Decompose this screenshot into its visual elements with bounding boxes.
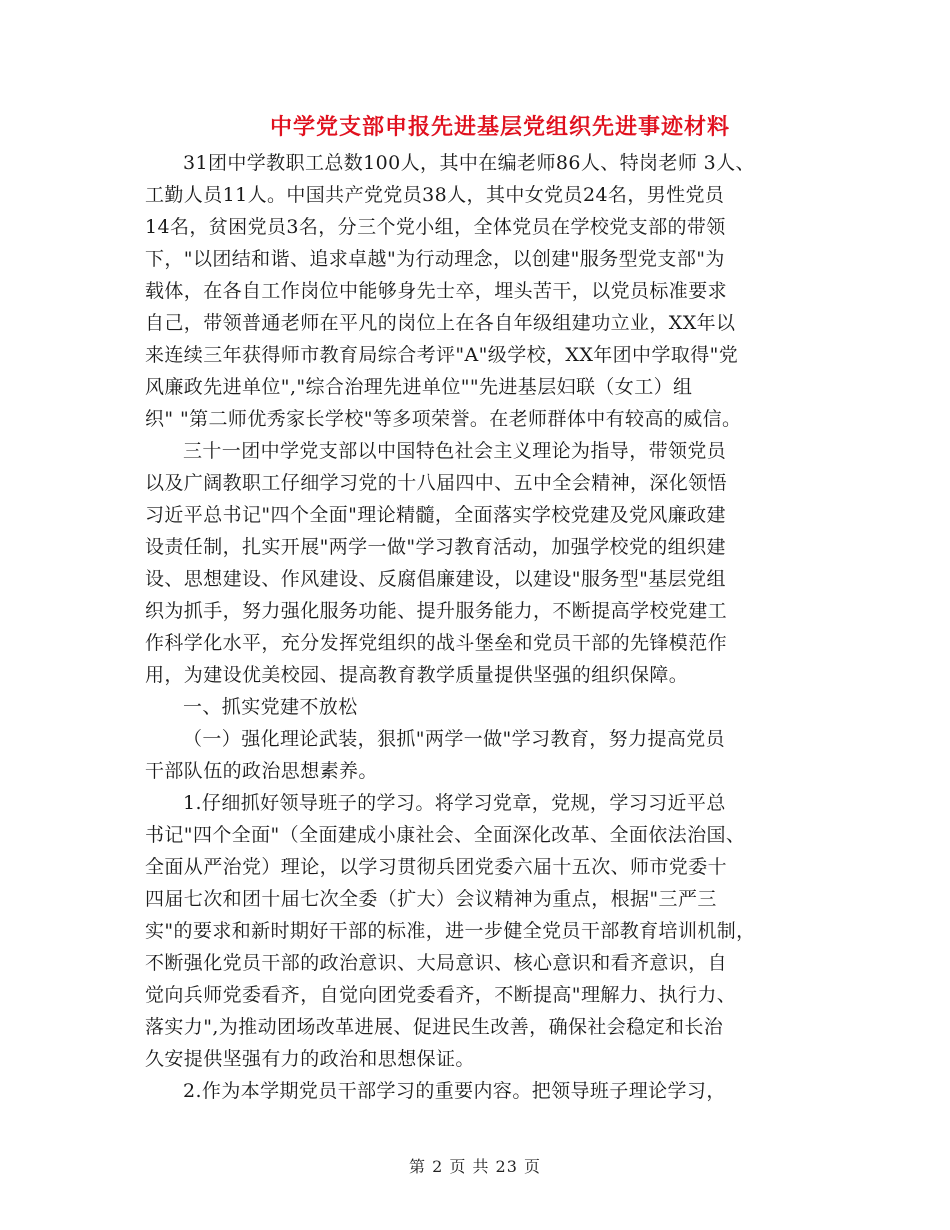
section-heading: 一、抓实党建不放松 bbox=[183, 696, 358, 718]
paragraph-line: 2.作为本学期党员干部学习的重要内容。把领导班子理论学习， bbox=[183, 1080, 726, 1102]
paragraph-line: 四届七次和团十届七次全委（扩大）会议精神为重点，根据"三严三 bbox=[145, 888, 717, 910]
paragraph-line: 织为抓手，努力强化服务功能、提升服务能力，不断提高学校党建工 bbox=[145, 600, 728, 622]
paragraph-line: 设、思想建设、作风建设、反腐倡廉建设，以建设"服务型"基层党组 bbox=[145, 568, 726, 590]
paragraph-line: 下，"以团结和谐、追求卓越"为行动理念，以创建"服务型党支部"为 bbox=[145, 248, 725, 270]
paragraph-line: 1.仔细抓好领导班子的学习。将学习党章，党规，学习习近平总 bbox=[183, 792, 726, 814]
paragraph-line: 习近平总书记"四个全面"理论精髓，全面落实学校党建及党风廉政建 bbox=[145, 504, 726, 526]
paragraph-line: 三十一团中学党支部以中国特色社会主义理论为指导，带领党员 bbox=[183, 440, 727, 462]
paragraph-line: 久安提供坚强有力的政治和思想保证。 bbox=[145, 1048, 475, 1070]
paragraph-line: 风廉政先进单位","综合治理先进单位""先进基层妇联（女工）组 bbox=[145, 376, 693, 398]
document-title: 中学党支部申报先进基层党组织先进事迹材料 bbox=[269, 115, 730, 140]
paragraph-line: 用，为建设优美校园、提高教育教学质量提供坚强的组织保障。 bbox=[145, 664, 689, 686]
paragraph-line: 织" "第二师优秀家长学校"等多项荣誉。在老师群体中有较高的威信。 bbox=[145, 408, 742, 430]
paragraph-line: 书记"四个全面"（全面建成小康社会、全面深化改革、全面依法治国、 bbox=[145, 824, 746, 846]
paragraph-line: 落实力",为推动团场改革进展、促进民生改善，确保社会稳定和长治 bbox=[145, 1016, 724, 1038]
paragraph-line: 以及广阔教职工仔细学习党的十八届四中、五中全会精神，深化领悟 bbox=[145, 472, 728, 494]
paragraph-line: 作科学化水平，充分发挥党组织的战斗堡垒和党员干部的先锋模范作 bbox=[145, 632, 728, 654]
paragraph-line: 工勤人员11人。中国共产党党员38人，其中女党员24名，男性党员 bbox=[145, 184, 725, 206]
paragraph-line: 不断强化党员干部的政治意识、大局意识、核心意识和看齐意识，自 bbox=[145, 952, 728, 974]
paragraph-line: 全面从严治党）理论，以学习贯彻兵团党委六届十五次、师市党委十 bbox=[145, 856, 728, 878]
paragraph-line: 干部队伍的政治思想素养。 bbox=[145, 760, 378, 782]
paragraph-line: 14名，贫困党员3名，分三个党小组，全体党员在学校党支部的带领 bbox=[145, 216, 726, 238]
paragraph-line: 载体，在各自工作岗位中能够身先士卒，埋头苦干，以党员标准要求 bbox=[145, 280, 728, 302]
paragraph-line: 31团中学教职工总数100人，其中在编老师86人、特岗老师 3人、 bbox=[183, 152, 755, 174]
page-number-footer: 第 2 页 共 23 页 bbox=[409, 1157, 541, 1176]
document-body bbox=[145, 147, 825, 1107]
subsection-heading: （一）强化理论武装，狠抓"两学一做"学习教育，努力提高党员 bbox=[183, 728, 726, 750]
paragraph-line: 觉向兵师党委看齐，自觉向团党委看齐，不断提高"理解力、执行力、 bbox=[145, 984, 737, 1006]
paragraph-line: 设责任制，扎实开展"两学一做"学习教育活动，加强学校党的组织建 bbox=[145, 536, 726, 558]
paragraph-line: 来连续三年获得师市教育局综合考评"A"级学校，XX年团中学取得"党 bbox=[145, 344, 739, 366]
paragraph-line: 实"的要求和新时期好干部的标准，进一步健全党员干部教育培训机制， bbox=[145, 920, 756, 942]
paragraph-line: 自己，带领普通老师在平凡的岗位上在各自年级组建功立业，XX年以 bbox=[145, 312, 736, 334]
